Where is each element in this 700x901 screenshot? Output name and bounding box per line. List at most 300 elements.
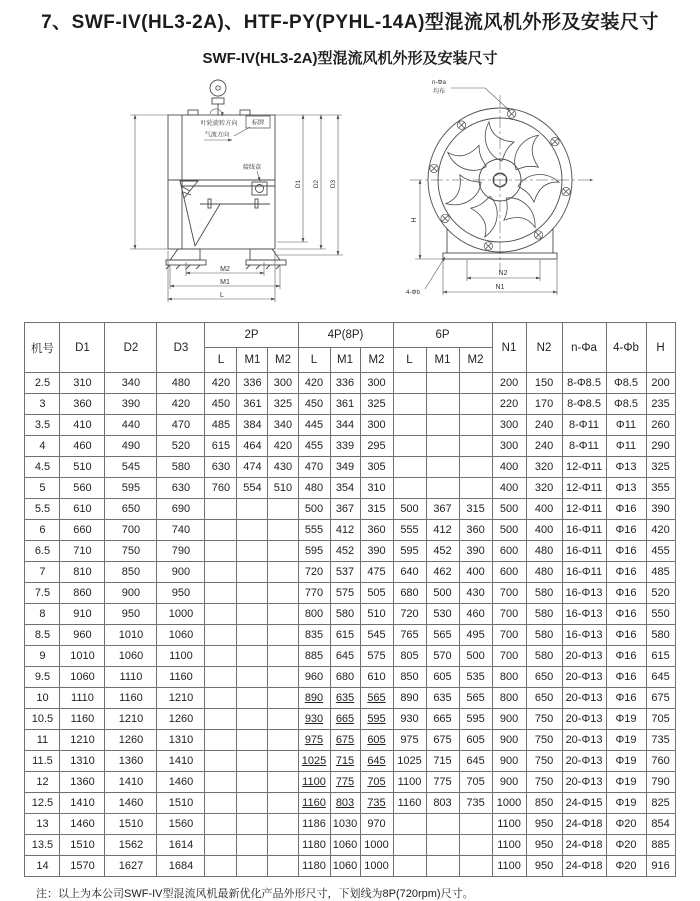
cell-4-phi-b: Φ19 [606, 772, 646, 793]
cell-h: 705 [646, 709, 675, 730]
cell-n2: 400 [526, 520, 562, 541]
cell-d2: 750 [105, 541, 157, 562]
cell-model-no: 7.5 [25, 583, 60, 604]
cell-4p-l: 770 [298, 583, 330, 604]
cell-2p-m2 [268, 814, 298, 835]
cell-6p-l [393, 373, 426, 394]
cell-6p-l: 680 [393, 583, 426, 604]
cell-6p-l: 1025 [393, 751, 426, 772]
cell-n-phi-a: 8-Φ8.5 [562, 394, 606, 415]
cell-n1: 1100 [492, 856, 526, 877]
cell-n-phi-a: 16-Φ11 [562, 541, 606, 562]
cell-n1: 700 [492, 625, 526, 646]
cell-6p-l [393, 415, 426, 436]
cell-d3: 420 [157, 394, 205, 415]
cell-n-phi-a: 24-Φ15 [562, 793, 606, 814]
col-header-h: H [646, 323, 675, 373]
cell-2p-m1: 554 [237, 478, 268, 499]
cell-4p-m1: 336 [330, 373, 360, 394]
cell-2p-m1 [237, 625, 268, 646]
table-row [25, 520, 675, 541]
cell-d3: 1510 [157, 793, 205, 814]
cell-n1: 700 [492, 583, 526, 604]
cell-4p-m2: 645 [360, 751, 393, 772]
cell-n2: 650 [526, 667, 562, 688]
cell-4p-m2: 565 [360, 688, 393, 709]
cell-6p-l [393, 814, 426, 835]
cell-6p-m2 [459, 436, 492, 457]
cell-4-phi-b: Φ19 [606, 751, 646, 772]
col-header-model-no: 机号 [25, 323, 60, 373]
cell-model-no: 8.5 [25, 625, 60, 646]
cell-d1: 660 [60, 520, 105, 541]
cell-n2: 240 [526, 415, 562, 436]
cell-4p-m2: 475 [360, 562, 393, 583]
cell-4p-l: 450 [298, 394, 330, 415]
cell-2p-m1: 361 [237, 394, 268, 415]
cell-d1: 960 [60, 625, 105, 646]
cell-2p-l [205, 562, 237, 583]
cell-4p-l: 890 [298, 688, 330, 709]
cell-4-phi-b: Φ20 [606, 856, 646, 877]
cell-4-phi-b: Φ16 [606, 520, 646, 541]
cell-model-no: 6 [25, 520, 60, 541]
cell-d1: 1410 [60, 793, 105, 814]
cell-2p-m1: 474 [237, 457, 268, 478]
cell-d3: 480 [157, 373, 205, 394]
table-row [25, 604, 675, 625]
cell-4-phi-b: Φ16 [606, 499, 646, 520]
cell-n-phi-a: 8-Φ8.5 [562, 373, 606, 394]
mounting-foot-left [170, 249, 200, 260]
cell-model-no: 3 [25, 394, 60, 415]
cell-4p-m1: 354 [330, 478, 360, 499]
cell-model-no: 13 [25, 814, 60, 835]
cell-d3: 1560 [157, 814, 205, 835]
cell-4p-l: 1180 [298, 856, 330, 877]
cell-model-no: 2.5 [25, 373, 60, 394]
cell-4p-m2: 305 [360, 457, 393, 478]
cell-6p-m1: 605 [426, 667, 459, 688]
cell-h: 325 [646, 457, 675, 478]
cell-d2: 1627 [105, 856, 157, 877]
cell-d1: 510 [60, 457, 105, 478]
cell-d3: 790 [157, 541, 205, 562]
cell-d3: 1210 [157, 688, 205, 709]
cell-4p-l: 480 [298, 478, 330, 499]
cell-n-phi-a: 16-Φ11 [562, 520, 606, 541]
cell-4p-m1: 715 [330, 751, 360, 772]
cell-d3: 690 [157, 499, 205, 520]
cell-4p-m2: 510 [360, 604, 393, 625]
cell-d2: 650 [105, 499, 157, 520]
subcol-4p-l: L [298, 348, 330, 373]
cell-n1: 900 [492, 709, 526, 730]
cell-d1: 410 [60, 415, 105, 436]
cell-4p-m1: 615 [330, 625, 360, 646]
cell-4p-l: 1025 [298, 751, 330, 772]
cell-4p-m1: 775 [330, 772, 360, 793]
cell-4-phi-b: Φ16 [606, 562, 646, 583]
cell-2p-l [205, 583, 237, 604]
cell-d3: 1260 [157, 709, 205, 730]
cell-6p-m2 [459, 856, 492, 877]
cell-4p-m1: 361 [330, 394, 360, 415]
cell-n2: 850 [526, 793, 562, 814]
cell-n1: 700 [492, 604, 526, 625]
table-row [25, 541, 675, 562]
cell-6p-l: 1100 [393, 772, 426, 793]
cell-6p-m1 [426, 415, 459, 436]
cell-6p-m2: 495 [459, 625, 492, 646]
cell-2p-l [205, 814, 237, 835]
cell-h: 390 [646, 499, 675, 520]
cell-4p-l: 930 [298, 709, 330, 730]
cell-n2: 750 [526, 709, 562, 730]
cell-d2: 440 [105, 415, 157, 436]
cell-n2: 950 [526, 835, 562, 856]
cell-d3: 1614 [157, 835, 205, 856]
cell-2p-m2 [268, 562, 298, 583]
cell-6p-m1: 775 [426, 772, 459, 793]
cell-n1: 700 [492, 646, 526, 667]
cell-h: 290 [646, 436, 675, 457]
cell-6p-l: 595 [393, 541, 426, 562]
cell-d3: 630 [157, 478, 205, 499]
cell-4-phi-b: Φ20 [606, 814, 646, 835]
cell-2p-l: 420 [205, 373, 237, 394]
cell-n-phi-a: 8-Φ11 [562, 415, 606, 436]
cell-6p-m2: 735 [459, 793, 492, 814]
cell-4p-l: 555 [298, 520, 330, 541]
cell-d1: 860 [60, 583, 105, 604]
cell-6p-m1 [426, 436, 459, 457]
cell-h: 615 [646, 646, 675, 667]
cell-4p-m1: 665 [330, 709, 360, 730]
cell-d1: 1360 [60, 772, 105, 793]
cell-n1: 1100 [492, 835, 526, 856]
cell-2p-m2 [268, 583, 298, 604]
dim-label-d3: D3 [330, 179, 337, 189]
cell-2p-m1 [237, 688, 268, 709]
cell-4p-m2: 310 [360, 478, 393, 499]
cell-6p-m2 [459, 478, 492, 499]
cell-2p-l [205, 835, 237, 856]
cell-6p-m2 [459, 394, 492, 415]
cell-model-no: 12 [25, 772, 60, 793]
cell-n-phi-a: 20-Φ13 [562, 730, 606, 751]
cell-h: 825 [646, 793, 675, 814]
cell-n-phi-a: 16-Φ13 [562, 625, 606, 646]
table-row [25, 478, 675, 499]
cell-6p-m2 [459, 457, 492, 478]
table-row [25, 751, 675, 772]
cell-n-phi-a: 20-Φ13 [562, 688, 606, 709]
cell-2p-l: 485 [205, 415, 237, 436]
cell-4-phi-b: Φ13 [606, 457, 646, 478]
cell-h: 854 [646, 814, 675, 835]
col-header-d1: D1 [60, 323, 105, 373]
cell-d1: 910 [60, 604, 105, 625]
cell-2p-l [205, 856, 237, 877]
cell-6p-l: 805 [393, 646, 426, 667]
table-row [25, 394, 675, 415]
cell-4p-m1: 645 [330, 646, 360, 667]
cell-n1: 900 [492, 772, 526, 793]
dimension-table [24, 322, 675, 877]
col-header-n1: N1 [492, 323, 526, 373]
cell-d2: 1060 [105, 646, 157, 667]
cell-4-phi-b: Φ11 [606, 436, 646, 457]
cell-2p-m2 [268, 625, 298, 646]
cell-n1: 400 [492, 478, 526, 499]
cell-4p-m2: 300 [360, 415, 393, 436]
cell-2p-m2 [268, 499, 298, 520]
technical-drawings [0, 70, 700, 318]
col-group-4p-8p: 4P(8P) [298, 323, 393, 348]
cell-6p-m2: 400 [459, 562, 492, 583]
cell-2p-l [205, 520, 237, 541]
cell-n2: 580 [526, 646, 562, 667]
cell-6p-l [393, 457, 426, 478]
col-header-4-phi-b: 4-Φb [606, 323, 646, 373]
cell-2p-m2 [268, 667, 298, 688]
cell-model-no: 13.5 [25, 835, 60, 856]
cell-2p-m1 [237, 709, 268, 730]
table-row [25, 562, 675, 583]
cell-n1: 200 [492, 373, 526, 394]
cell-n2: 950 [526, 856, 562, 877]
cell-6p-m2 [459, 814, 492, 835]
cell-6p-m2: 645 [459, 751, 492, 772]
cell-d2: 1110 [105, 667, 157, 688]
cell-6p-l: 975 [393, 730, 426, 751]
cell-n1: 500 [492, 520, 526, 541]
cell-4p-m2: 390 [360, 541, 393, 562]
cell-model-no: 5 [25, 478, 60, 499]
table-row [25, 856, 675, 877]
cell-d3: 520 [157, 436, 205, 457]
cell-2p-m1 [237, 667, 268, 688]
cell-4-phi-b: Φ11 [606, 415, 646, 436]
cell-model-no: 5.5 [25, 499, 60, 520]
cell-4p-m2: 545 [360, 625, 393, 646]
cell-2p-m2: 430 [268, 457, 298, 478]
cell-4p-l: 885 [298, 646, 330, 667]
cell-4-phi-b: Φ16 [606, 541, 646, 562]
cell-4p-l: 595 [298, 541, 330, 562]
table-row [25, 415, 675, 436]
cell-d1: 610 [60, 499, 105, 520]
cell-d2: 1160 [105, 688, 157, 709]
cell-4p-l: 720 [298, 562, 330, 583]
cell-n-phi-a: 20-Φ13 [562, 646, 606, 667]
cell-d2: 900 [105, 583, 157, 604]
cell-2p-m1 [237, 751, 268, 772]
cell-model-no: 7 [25, 562, 60, 583]
cell-6p-m1: 462 [426, 562, 459, 583]
cell-model-no: 4.5 [25, 457, 60, 478]
cell-n1: 1100 [492, 814, 526, 835]
subcol-4p-m1: M1 [330, 348, 360, 373]
cell-d3: 1100 [157, 646, 205, 667]
cell-6p-m1: 665 [426, 709, 459, 730]
cell-2p-m2: 325 [268, 394, 298, 415]
cell-n1: 220 [492, 394, 526, 415]
cell-2p-m2 [268, 646, 298, 667]
table-row [25, 457, 675, 478]
cell-6p-l: 500 [393, 499, 426, 520]
cell-d2: 1010 [105, 625, 157, 646]
cell-2p-l [205, 604, 237, 625]
cell-4p-l: 835 [298, 625, 330, 646]
cell-6p-m1: 803 [426, 793, 459, 814]
cell-6p-m1 [426, 457, 459, 478]
cell-4p-m2: 605 [360, 730, 393, 751]
cell-h: 645 [646, 667, 675, 688]
cell-4p-l: 445 [298, 415, 330, 436]
cell-6p-l [393, 835, 426, 856]
impeller-rotation-label: 叶轮旋转方向 [200, 120, 238, 127]
cell-2p-m2 [268, 541, 298, 562]
fan-side-view-drawing [100, 74, 390, 314]
cell-d3: 950 [157, 583, 205, 604]
cell-d1: 1570 [60, 856, 105, 877]
cell-2p-m1 [237, 856, 268, 877]
cell-n2: 320 [526, 478, 562, 499]
cell-d1: 1310 [60, 751, 105, 772]
dim-label-n2: N2 [498, 270, 508, 277]
cell-6p-m2: 565 [459, 688, 492, 709]
cell-4p-m1: 803 [330, 793, 360, 814]
cell-n1: 600 [492, 541, 526, 562]
cell-4p-m1: 339 [330, 436, 360, 457]
cell-n1: 600 [492, 562, 526, 583]
cell-n-phi-a: 24-Φ18 [562, 835, 606, 856]
cell-6p-m1 [426, 394, 459, 415]
cell-6p-m1: 500 [426, 583, 459, 604]
cell-2p-m1: 336 [237, 373, 268, 394]
cell-6p-l [393, 856, 426, 877]
cell-6p-m1: 367 [426, 499, 459, 520]
table-row [25, 373, 675, 394]
cell-2p-l: 630 [205, 457, 237, 478]
cell-n2: 750 [526, 730, 562, 751]
cell-2p-m2 [268, 793, 298, 814]
cell-d3: 900 [157, 562, 205, 583]
cell-d1: 1210 [60, 730, 105, 751]
cell-4p-l: 1186 [298, 814, 330, 835]
cell-n-phi-a: 12-Φ11 [562, 478, 606, 499]
dimension-lines [130, 109, 343, 302]
dim-label-d1: D1 [295, 179, 302, 189]
cell-2p-l: 760 [205, 478, 237, 499]
cell-6p-l [393, 394, 426, 415]
cell-2p-l: 450 [205, 394, 237, 415]
cell-h: 485 [646, 562, 675, 583]
subcol-2p-l: L [205, 348, 237, 373]
cell-4p-l: 1160 [298, 793, 330, 814]
cell-6p-l: 640 [393, 562, 426, 583]
cell-d1: 1510 [60, 835, 105, 856]
cell-4-phi-b: Φ19 [606, 793, 646, 814]
cell-d2: 490 [105, 436, 157, 457]
cell-4p-m2: 360 [360, 520, 393, 541]
airflow-label: 气流方向 [204, 131, 230, 139]
cell-6p-l [393, 436, 426, 457]
mounting-foot-right [250, 249, 280, 260]
subcol-4p-m2: M2 [360, 348, 393, 373]
cell-n2: 750 [526, 772, 562, 793]
cell-n1: 300 [492, 415, 526, 436]
cell-6p-m1: 452 [426, 541, 459, 562]
fan-casing-outline [166, 80, 286, 269]
cell-d1: 360 [60, 394, 105, 415]
cell-n2: 240 [526, 436, 562, 457]
dim-label-n1: N1 [495, 284, 505, 291]
cell-d3: 470 [157, 415, 205, 436]
cell-4p-m1: 1030 [330, 814, 360, 835]
cell-6p-m2: 315 [459, 499, 492, 520]
cell-4p-m1: 412 [330, 520, 360, 541]
dim-label-h: H [411, 217, 418, 223]
cell-4-phi-b: Φ16 [606, 625, 646, 646]
cell-6p-m1: 412 [426, 520, 459, 541]
cell-d2: 1210 [105, 709, 157, 730]
dim-label-m1: M1 [220, 279, 230, 286]
cell-h: 235 [646, 394, 675, 415]
cell-n1: 300 [492, 436, 526, 457]
holes-evenly-spaced-label: 均布 [432, 88, 446, 95]
table-row [25, 499, 675, 520]
cell-d3: 1310 [157, 730, 205, 751]
col-header-d2: D2 [105, 323, 157, 373]
cell-4p-l: 1180 [298, 835, 330, 856]
cell-6p-m1: 675 [426, 730, 459, 751]
cell-4-phi-b: Φ16 [606, 667, 646, 688]
cell-6p-m2: 500 [459, 646, 492, 667]
cell-n1: 800 [492, 688, 526, 709]
cell-h: 760 [646, 751, 675, 772]
cell-2p-l [205, 646, 237, 667]
cell-6p-m2: 605 [459, 730, 492, 751]
cell-4p-m1: 575 [330, 583, 360, 604]
cell-4-phi-b: Φ8.5 [606, 394, 646, 415]
cell-model-no: 3.5 [25, 415, 60, 436]
cell-4p-l: 975 [298, 730, 330, 751]
cell-2p-l [205, 625, 237, 646]
cell-2p-m1 [237, 583, 268, 604]
cell-4p-l: 800 [298, 604, 330, 625]
cell-4p-m2: 315 [360, 499, 393, 520]
junction-box-label: 接线盒 [242, 164, 262, 171]
page-subtitle: SWF-IV(HL3-2A)型混流风机外形及安装尺寸 [202, 50, 498, 67]
cell-d3: 1060 [157, 625, 205, 646]
cell-d3: 1160 [157, 667, 205, 688]
cell-4-phi-b: Φ16 [606, 646, 646, 667]
cell-d3: 740 [157, 520, 205, 541]
cell-6p-m1 [426, 478, 459, 499]
cell-4p-m2: 575 [360, 646, 393, 667]
table-row [25, 646, 675, 667]
cell-n-phi-a: 12-Φ11 [562, 499, 606, 520]
cell-4p-m2: 595 [360, 709, 393, 730]
cell-2p-m2: 340 [268, 415, 298, 436]
cell-6p-m1 [426, 373, 459, 394]
table-row [25, 688, 675, 709]
table-row [25, 835, 675, 856]
cell-6p-m2: 705 [459, 772, 492, 793]
